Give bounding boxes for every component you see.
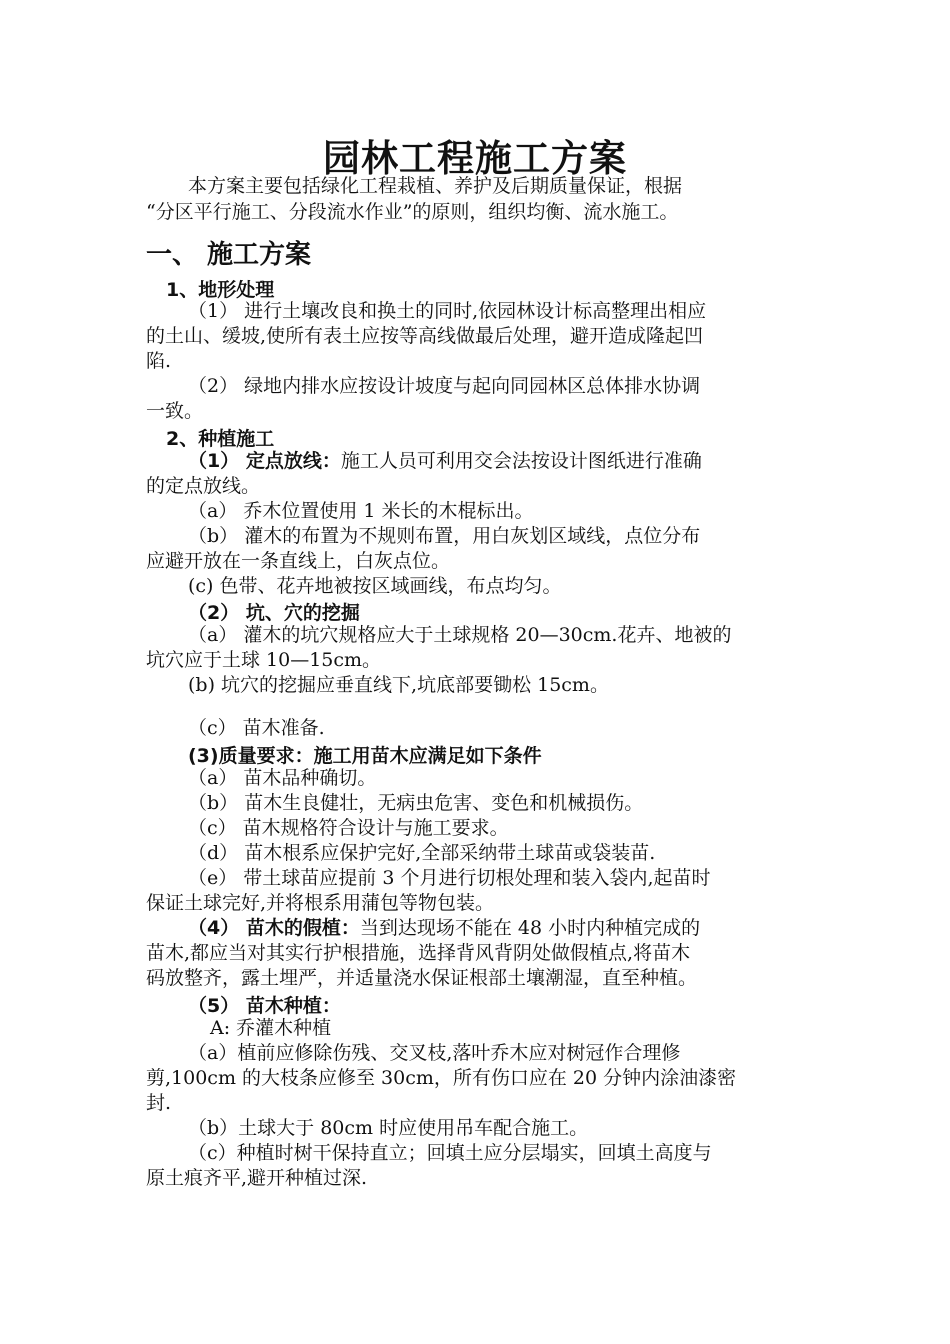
- paragraph-line: （a） 灌木的坑穴规格应大于土球规格 20—30cm.花卉、地被的: [188, 624, 732, 646]
- item-heading: （1） 定点放线：: [188, 450, 341, 472]
- paragraph-line: （e） 带土球苗应提前 3 个月进行切根处理和装入袋内,起苗时: [188, 867, 711, 889]
- paragraph-line: 应避开放在一条直线上，白灰点位。: [146, 550, 451, 572]
- item-heading: （4） 苗木的假植：: [188, 917, 360, 939]
- paragraph-line: 坑穴应于土球 10—15cm。: [146, 649, 382, 671]
- paragraph-line: 码放整齐，露土埋严，并适量浇水保证根部土壤潮湿，直至种植。: [146, 967, 698, 989]
- paragraph-line: （a）植前应修除伤残、交叉枝,落叶乔木应对树冠作合理修: [188, 1042, 681, 1064]
- paragraph-line: （b） 苗木生良健壮，无病虫危害、变色和机械损伤。: [188, 792, 644, 814]
- paragraph-line: (c) 色带、花卉地被按区域画线，布点均匀。: [188, 575, 562, 597]
- item-heading: （5） 苗木种植：: [188, 995, 341, 1017]
- intro-line-1: 本方案主要包括绿化工程栽植、养护及后期质量保证，根据: [188, 175, 683, 197]
- paragraph-line: A: 乔灌木种植: [210, 1017, 332, 1039]
- paragraph-line: 剪,100cm 的大枝条应修至 30cm，所有伤口应在 20 分钟内涂油漆密: [146, 1067, 737, 1089]
- paragraph-line: （1） 进行土壤改良和换土的同时,依园林设计标高整理出相应: [188, 300, 707, 322]
- section-heading-1: 一、 施工方案: [146, 240, 312, 270]
- paragraph-line: 的土山、缓坡,使所有表土应按等高线做最后处理，避开造成隆起凹: [146, 325, 704, 347]
- paragraph-line: 的定点放线。: [146, 475, 261, 497]
- subheading-terrain: 1、地形处理: [166, 279, 275, 301]
- paragraph-line: （c）种植时树干保持直立；回填土应分层塌实，回填土高度与: [188, 1142, 712, 1164]
- subheading-planting: 2、种植施工: [166, 428, 275, 450]
- document-title: 园林工程施工方案: [323, 137, 627, 180]
- paragraph-line: （c） 苗木规格符合设计与施工要求。: [188, 817, 509, 839]
- paragraph-line: 一致。: [146, 400, 204, 422]
- item-text: 施工人员可利用交会法按设计图纸进行准确: [340, 450, 702, 472]
- paragraph-line: 苗木,都应当对其实行护根措施，选择背风背阴处做假植点,将苗木: [146, 942, 691, 964]
- paragraph-line: [188, 449, 702, 473]
- item-text: 当到达现场不能在 48 小时内种植完成的: [359, 917, 701, 939]
- paragraph-line: 保证土球完好,并将根系用蒲包等物包装。: [146, 892, 495, 914]
- paragraph-line: （d） 苗木根系应保护完好,全部采纳带土球苗或袋装苗.: [188, 842, 656, 864]
- paragraph-line: （b） 灌木的布置为不规则布置，用白灰划区域线，点位分布: [188, 525, 701, 547]
- paragraph-line: （a） 乔木位置使用 1 米长的木棍标出。: [188, 500, 534, 522]
- paragraph-line: 陷.: [146, 350, 172, 372]
- paragraph-line: （c） 苗木准备.: [188, 717, 325, 739]
- paragraph-line: （b）土球大于 80cm 时应使用吊车配合施工。: [188, 1117, 589, 1139]
- item-heading: (3)质量要求：施工用苗木应满足如下条件: [188, 745, 542, 767]
- paragraph-line: (b) 坑穴的挖掘应垂直线下,坑底部要锄松 15cm。: [188, 674, 609, 696]
- paragraph-line: 封.: [146, 1092, 172, 1114]
- paragraph-line: （a） 苗木品种确切。: [188, 767, 377, 789]
- intro-line-2: “分区平行施工、分段流水作业”的原则，组织均衡、流水施工。: [146, 201, 679, 223]
- paragraph-line: （2） 绿地内排水应按设计坡度与起向同园林区总体排水协调: [188, 375, 701, 397]
- paragraph-line: [188, 916, 700, 940]
- paragraph-line: 原土痕齐平,避开种植过深.: [146, 1167, 368, 1189]
- item-heading: （2） 坑、穴的挖掘: [188, 602, 360, 624]
